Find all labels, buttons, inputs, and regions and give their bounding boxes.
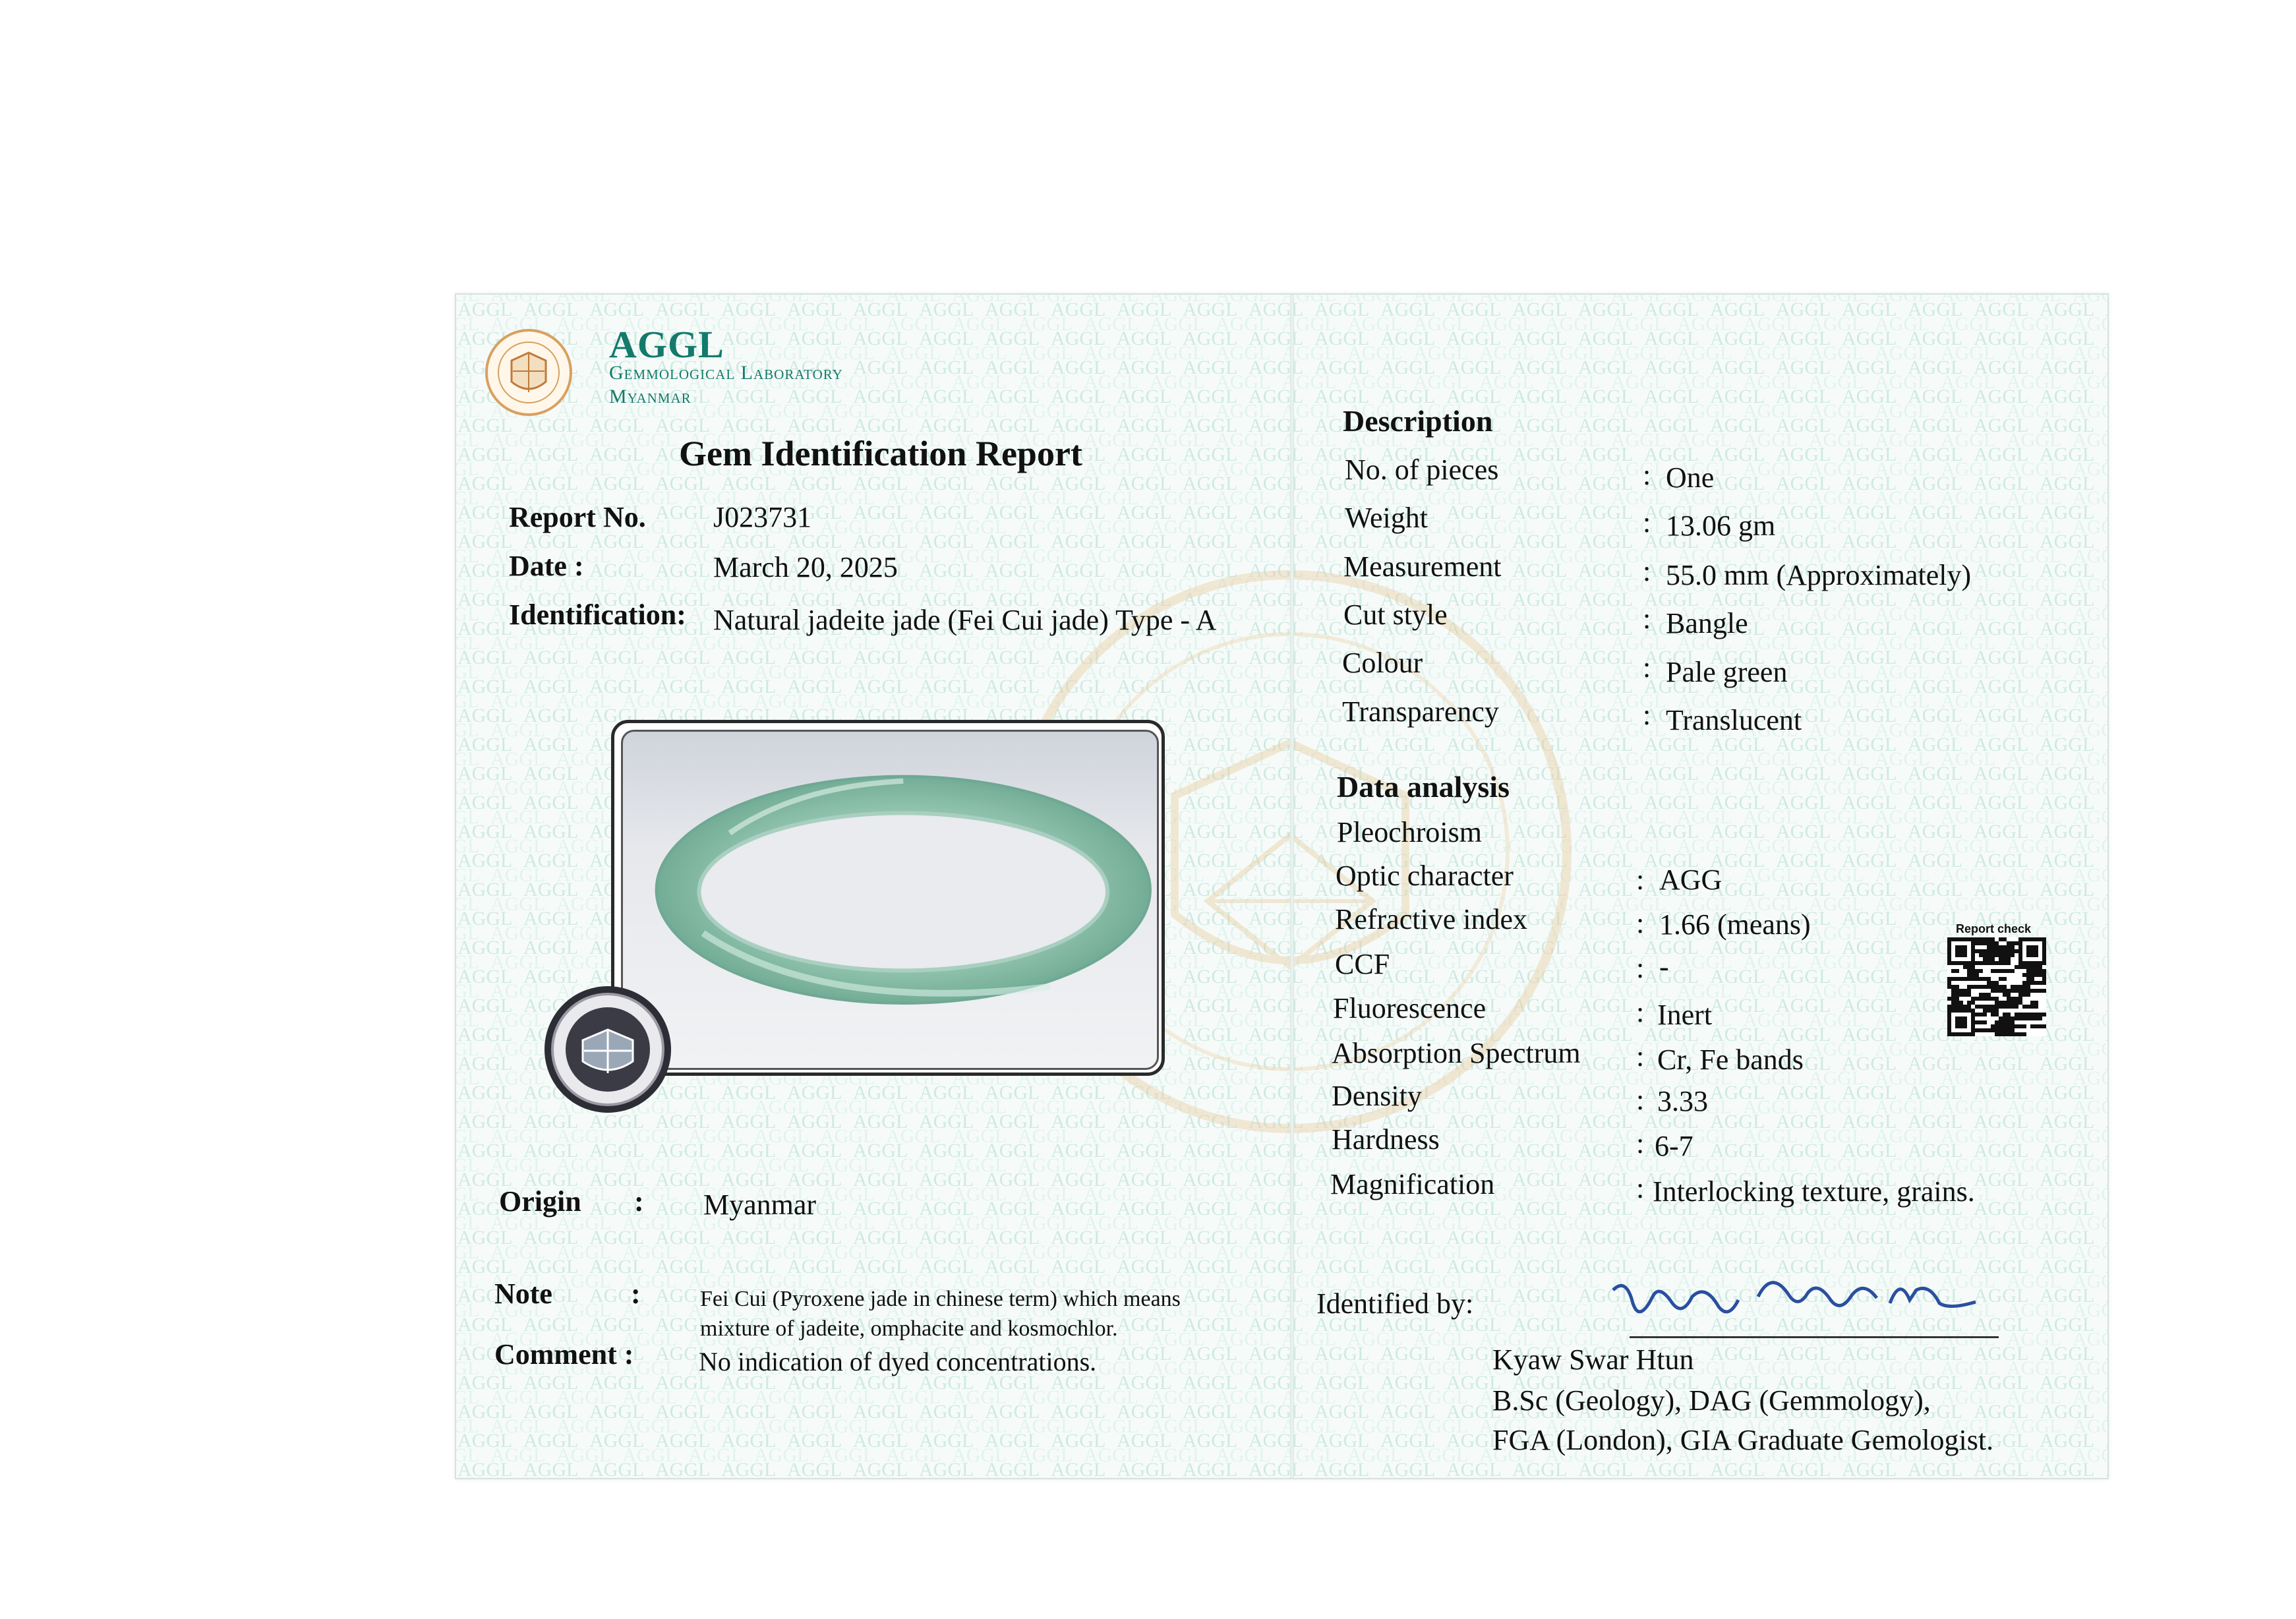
- gem-photo: [611, 720, 1165, 1076]
- identifier-qualifications-2: FGA (London), GIA Graduate Gemologist.: [1492, 1424, 1994, 1456]
- analysis-value: 6-7: [1655, 1130, 1693, 1162]
- analysis-label: CCF: [1335, 948, 1390, 980]
- description-label: Cut style: [1343, 599, 1448, 631]
- analysis-value: Inert: [1657, 999, 1713, 1031]
- description-value: Bangle: [1666, 607, 1748, 639]
- aggl-logo-icon: [484, 328, 574, 417]
- identification-value: Natural jadeite jade (Fei Cui jade) Type - A: [713, 604, 1217, 636]
- analysis-label: Optic character: [1336, 860, 1514, 892]
- embossed-seal-icon: [542, 984, 674, 1115]
- analysis-label: Fluorescence: [1333, 992, 1487, 1024]
- gem-photo-background: [621, 730, 1159, 1070]
- brand-name: AGGL: [609, 323, 724, 366]
- analysis-value: -: [1659, 951, 1669, 983]
- brand-country: Myanmar: [609, 386, 692, 407]
- data-analysis-heading: Data analysis: [1337, 770, 1510, 804]
- origin-colon: :: [634, 1185, 644, 1218]
- signature-icon: [1606, 1264, 1982, 1336]
- description-colon: :: [1643, 459, 1651, 491]
- date-value: March 20, 2025: [713, 551, 898, 583]
- analysis-label: Pleochroism: [1337, 816, 1482, 848]
- qr-code-icon[interactable]: [1947, 937, 2046, 1036]
- analysis-value: AGG: [1659, 864, 1722, 896]
- comment-label: Comment :: [494, 1338, 634, 1370]
- analysis-label: Refractive index: [1335, 903, 1527, 935]
- analysis-colon: :: [1636, 996, 1645, 1028]
- analysis-value: 3.33: [1657, 1085, 1708, 1117]
- description-label: Colour: [1342, 647, 1423, 679]
- report-no-label: Report No.: [509, 501, 646, 533]
- analysis-colon: :: [1636, 1172, 1645, 1204]
- analysis-colon: :: [1636, 864, 1645, 896]
- analysis-value: Cr, Fe bands: [1657, 1044, 1804, 1076]
- analysis-colon: :: [1636, 907, 1645, 939]
- description-value: 13.06 gm: [1666, 510, 1776, 542]
- analysis-value: 1.66 (means): [1659, 908, 1811, 941]
- description-colon: :: [1643, 555, 1651, 587]
- note-label: Note: [494, 1278, 552, 1310]
- analysis-label: Magnification: [1330, 1168, 1495, 1200]
- description-value: 55.0 mm (Approximately): [1666, 559, 1972, 591]
- description-value: Translucent: [1666, 704, 1802, 736]
- identifier-name: Kyaw Swar Htun: [1492, 1343, 1694, 1376]
- origin-label: Origin: [499, 1185, 581, 1218]
- identification-label: Identification:: [509, 599, 686, 631]
- description-colon: :: [1643, 651, 1651, 684]
- description-colon: :: [1643, 699, 1651, 731]
- analysis-colon: :: [1636, 952, 1645, 984]
- brand-subtitle: Gemmological Laboratory: [609, 362, 843, 384]
- analysis-value: Interlocking texture, grains.: [1653, 1175, 1975, 1208]
- certificate-card: [455, 293, 2109, 1479]
- identifier-qualifications-1: B.Sc (Geology), DAG (Gemmology),: [1492, 1384, 1931, 1417]
- analysis-label: Density: [1332, 1080, 1422, 1112]
- fold-line: [1290, 295, 1294, 1478]
- comment-value: No indication of dyed concentrations.: [699, 1347, 1097, 1376]
- description-colon: :: [1643, 506, 1651, 539]
- signature-line: [1630, 1336, 1999, 1338]
- description-value: Pale green: [1666, 656, 1788, 688]
- description-colon: :: [1643, 603, 1651, 635]
- description-label: Transparency: [1342, 695, 1499, 728]
- jade-bangle-image: [623, 732, 1157, 1068]
- analysis-colon: :: [1636, 1040, 1645, 1073]
- identified-by-label: Identified by:: [1316, 1287, 1474, 1320]
- report-check-label: Report check: [1956, 922, 2032, 935]
- analysis-colon: :: [1636, 1127, 1645, 1160]
- description-label: Weight: [1345, 502, 1428, 534]
- analysis-label: Absorption Spectrum: [1332, 1037, 1581, 1069]
- origin-value: Myanmar: [703, 1189, 817, 1221]
- description-label: Measurement: [1343, 550, 1502, 583]
- analysis-label: Hardness: [1332, 1123, 1440, 1156]
- note-line-1: Fei Cui (Pyroxene jade in chinese term) which means: [700, 1287, 1181, 1311]
- note-line-2: mixture of jadeite, omphacite and kosmochlor.: [700, 1316, 1118, 1341]
- description-value: One: [1666, 461, 1715, 494]
- description-label: No. of pieces: [1345, 454, 1499, 486]
- note-colon: :: [631, 1278, 641, 1310]
- analysis-colon: :: [1636, 1084, 1645, 1116]
- description-heading: Description: [1343, 404, 1493, 438]
- date-label: Date :: [509, 550, 584, 582]
- report-title: Gem Identification Report: [679, 434, 1082, 473]
- report-no-value: J023731: [713, 501, 812, 533]
